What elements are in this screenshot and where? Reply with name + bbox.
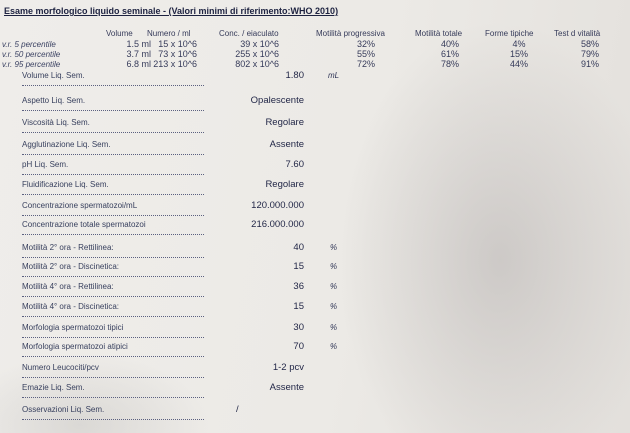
- result-unit: %: [330, 323, 338, 332]
- result-label: Agglutinazione Liq. Sem.: [22, 140, 111, 149]
- result-label: Morfologia spermatozoi tipici: [22, 323, 124, 332]
- dotted-rule: [22, 154, 204, 155]
- percentile-motilita-totale: 61%: [440, 49, 460, 59]
- dotted-rule: [22, 132, 204, 133]
- result-label: Motilità 2° ora - Discinetica:: [22, 262, 120, 271]
- result-value: /: [236, 404, 239, 415]
- header-motilita-progressiva: Motilità progressiva: [316, 29, 385, 38]
- result-value: 70: [293, 341, 304, 352]
- result-value: 36: [293, 281, 304, 292]
- percentile-numero: 213 x 10^6: [153, 59, 197, 69]
- result-value: 1.80: [285, 70, 304, 81]
- result-value: 30: [293, 322, 304, 333]
- result-value: 1-2 pcv: [272, 362, 304, 373]
- percentile-numero: 73 x 10^6: [158, 49, 197, 59]
- percentile-volume: 3.7 ml: [126, 49, 151, 59]
- result-label: Concentrazione spermatozoi/mL: [22, 201, 138, 210]
- result-unit: %: [330, 282, 338, 291]
- dotted-rule: [22, 85, 204, 86]
- result-unit: %: [330, 243, 338, 252]
- percentile-conc: 255 x 10^6: [235, 49, 279, 59]
- result-value: 216.000.000: [251, 219, 304, 230]
- dotted-rule: [22, 194, 204, 195]
- dotted-rule: [22, 377, 204, 378]
- percentile-test-vitalita: 58%: [580, 39, 600, 49]
- percentile-test-vitalita: 79%: [580, 49, 600, 59]
- result-label: Volume Liq. Sem.: [22, 71, 85, 80]
- dotted-rule: [22, 110, 204, 111]
- dotted-rule: [22, 356, 204, 357]
- dotted-rule: [22, 215, 204, 216]
- percentile-forme-tipiche: 44%: [509, 59, 529, 69]
- percentile-label: v.r. 50 percentile: [2, 50, 61, 59]
- result-label: Motilità 4° ora - Discinetica:: [22, 302, 120, 311]
- header-volume: Volume: [106, 29, 133, 38]
- dotted-rule: [22, 234, 204, 235]
- percentile-motilita-totale: 78%: [440, 59, 460, 69]
- result-label: Aspetto Liq. Sem.: [22, 96, 86, 105]
- header-numero: Numero / ml: [147, 29, 191, 38]
- percentile-label: v.r. 5 percentile: [2, 40, 56, 49]
- percentile-test-vitalita: 91%: [580, 59, 600, 69]
- result-unit: %: [330, 302, 338, 311]
- result-label: Numero Leucociti/pcv: [22, 363, 99, 372]
- percentile-motilita-progressiva: 55%: [356, 49, 376, 59]
- result-label: pH Liq. Sem.: [22, 160, 69, 169]
- result-value: 7.60: [285, 159, 304, 170]
- result-label: Fluidificazione Liq. Sem.: [22, 180, 109, 189]
- result-label: Concentrazione totale spermatozoi: [22, 220, 146, 229]
- result-value: Regolare: [265, 117, 304, 128]
- percentile-conc: 39 x 10^6: [240, 39, 279, 49]
- result-value: Regolare: [265, 179, 304, 190]
- percentile-conc: 802 x 10^6: [235, 59, 279, 69]
- report-title: Esame morfologico liquido seminale - (Valori minimi di riferimento:WHO 2010): [4, 6, 339, 16]
- header-test-vitalita: Test d vitalità: [554, 29, 601, 38]
- result-value: Assente: [269, 139, 304, 150]
- dotted-rule: [22, 419, 204, 420]
- result-value: 40: [293, 242, 304, 253]
- percentile-motilita-progressiva: 32%: [356, 39, 376, 49]
- result-label: Emazie Liq. Sem.: [22, 383, 85, 392]
- percentile-motilita-totale: 40%: [440, 39, 460, 49]
- percentile-volume: 6.8 ml: [126, 59, 151, 69]
- result-value: Assente: [269, 382, 304, 393]
- dotted-rule: [22, 257, 204, 258]
- percentile-label: v.r. 95 percentile: [2, 60, 61, 69]
- result-label: Motilità 2° ora - Rettilinea:: [22, 243, 114, 252]
- dotted-rule: [22, 316, 204, 317]
- dotted-rule: [22, 337, 204, 338]
- result-value: 15: [293, 261, 304, 272]
- result-label: Motilità 4° ora - Rettilinea:: [22, 282, 114, 291]
- result-unit: %: [330, 262, 338, 271]
- header-forme-tipiche: Forme tipiche: [485, 29, 534, 38]
- result-value: Opalescente: [250, 95, 304, 106]
- result-value: 120.000.000: [251, 200, 304, 211]
- result-label: Viscosità Liq. Sem.: [22, 118, 90, 127]
- dotted-rule: [22, 397, 204, 398]
- result-value: 15: [293, 301, 304, 312]
- result-label: Morfologia spermatozoi atipici: [22, 342, 128, 351]
- dotted-rule: [22, 174, 204, 175]
- dotted-rule: [22, 276, 204, 277]
- percentile-forme-tipiche: 4%: [512, 39, 526, 49]
- percentile-numero: 15 x 10^6: [158, 39, 197, 49]
- percentile-volume: 1.5 ml: [126, 39, 151, 49]
- header-conc: Conc. / eiaculato: [219, 29, 279, 38]
- percentile-motilita-progressiva: 72%: [356, 59, 376, 69]
- header-motilita-totale: Motilità totale: [415, 29, 463, 38]
- result-label: Osservazioni Liq. Sem.: [22, 405, 105, 414]
- result-unit: %: [330, 342, 338, 351]
- dotted-rule: [22, 296, 204, 297]
- result-unit: mL: [328, 71, 340, 80]
- percentile-forme-tipiche: 15%: [509, 49, 529, 59]
